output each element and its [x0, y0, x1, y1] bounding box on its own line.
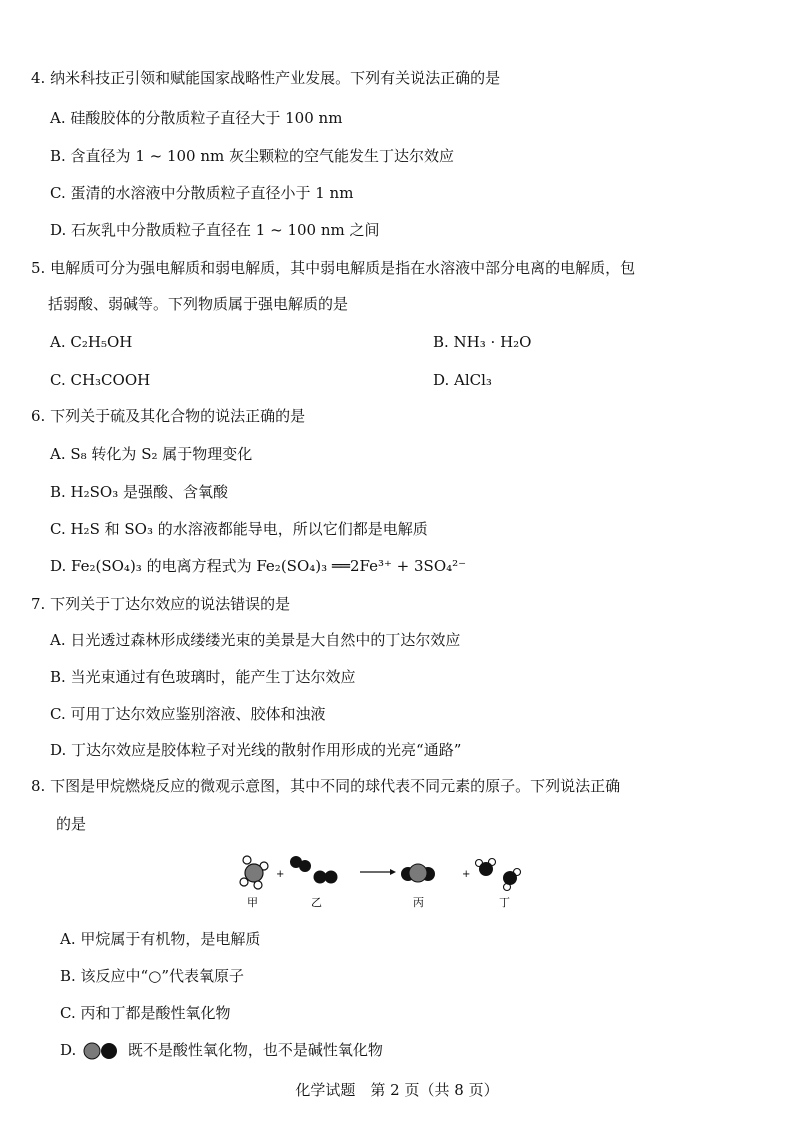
- molecule-water: [476, 859, 521, 891]
- q8-option-d: [60, 1040, 383, 1060]
- plus-sign-2: +: [462, 869, 471, 880]
- q7-option-a: A. 日光透过森林形成缕缕光束的美景是大自然中的丁达尔效应: [50, 631, 461, 649]
- q7-option-b: B. 当光束通过有色玻璃时，能产生丁达尔效应: [50, 668, 356, 686]
- q7-option-d: D. 丁达尔效应是胶体粒子对光线的散射作用形成的光亮“通路”: [50, 741, 462, 759]
- q6-option-c: C. H₂S 和 SO₃ 的水溶液都能导电，所以它们都是电解质: [50, 520, 428, 538]
- label-yi: 乙: [311, 896, 322, 909]
- molecule-methane: [240, 856, 268, 889]
- co-molecule-icon: [81, 1042, 123, 1060]
- q8-stem-line1: 8. 下图是甲烷燃烧反应的微观示意图，其中不同的球代表不同元素的原子。下列说法正确: [31, 777, 621, 795]
- molecule-carbon-dioxide: [401, 864, 435, 882]
- label-jia: 甲: [247, 896, 258, 909]
- reaction-arrow-icon: [360, 869, 396, 875]
- q5-stem-line2: 括弱酸、弱碱等。下列物质属于强电解质的是: [48, 295, 349, 313]
- q4-option-c: C. 蛋清的水溶液中分散质粒子直径小于 1 nm: [50, 184, 354, 202]
- label-ding: 丁: [499, 896, 510, 909]
- q8-option-a: A. 甲烷属于有机物，是电解质: [60, 930, 261, 948]
- q8-stem-line2: 的是: [56, 815, 87, 833]
- methane-combustion-diagram: [238, 852, 548, 912]
- q6-stem: 6. 下列关于硫及其化合物的说法正确的是: [31, 407, 306, 425]
- q5-stem-line1: 5. 电解质可分为强电解质和弱电解质，其中弱电解质是指在水溶液中部分电离的电解质，包: [31, 259, 636, 277]
- q4-option-d: D. 石灰乳中分散质粒子直径在 1 ~ 100 nm 之间: [50, 221, 380, 239]
- q6-option-a: A. S₈ 转化为 S₂ 属于物理变化: [50, 445, 253, 463]
- q8-option-c: C. 丙和丁都是酸性氧化物: [60, 1004, 231, 1022]
- molecule-oxygen: [290, 856, 338, 884]
- q5-option-b: B. NH₃ · H₂O: [433, 333, 532, 351]
- q7-stem: 7. 下列关于丁达尔效应的说法错误的是: [31, 595, 291, 613]
- q4-option-b: B. 含直径为 1 ~ 100 nm 灰尘颗粒的空气能发生丁达尔效应: [50, 147, 455, 165]
- q8-option-b: B. 该反应中“○”代表氧原子: [60, 967, 244, 985]
- q4-option-a: A. 硅酸胶体的分散质粒子直径大于 100 nm: [50, 109, 343, 127]
- label-bing: 丙: [413, 896, 424, 909]
- q5-option-a: A. C₂H₅OH: [50, 333, 133, 351]
- q7-option-c: C. 可用丁达尔效应鉴别溶液、胶体和浊液: [50, 705, 326, 723]
- q8-option-d-prefix: D.: [60, 1041, 77, 1059]
- plus-sign-1: +: [276, 869, 285, 880]
- q6-option-b: B. H₂SO₃ 是强酸、含氧酸: [50, 483, 229, 501]
- q8-option-d-text: 既不是酸性氧化物，也不是碱性氧化物: [127, 1041, 383, 1059]
- q6-option-d: D. Fe₂(SO₄)₃ 的电离方程式为 Fe₂(SO₄)₃ ══2Fe³⁺ + 3SO₄²⁻: [50, 557, 467, 575]
- page-footer: 化学试题 第 2 页（共 8 页）: [295, 1081, 499, 1099]
- q4-stem: 4. 纳米科技正引领和赋能国家战略性产业发展。下列有关说法正确的是: [31, 69, 501, 87]
- q5-option-c: C. CH₃COOH: [50, 371, 151, 389]
- q5-option-d: D. AlCl₃: [433, 371, 492, 389]
